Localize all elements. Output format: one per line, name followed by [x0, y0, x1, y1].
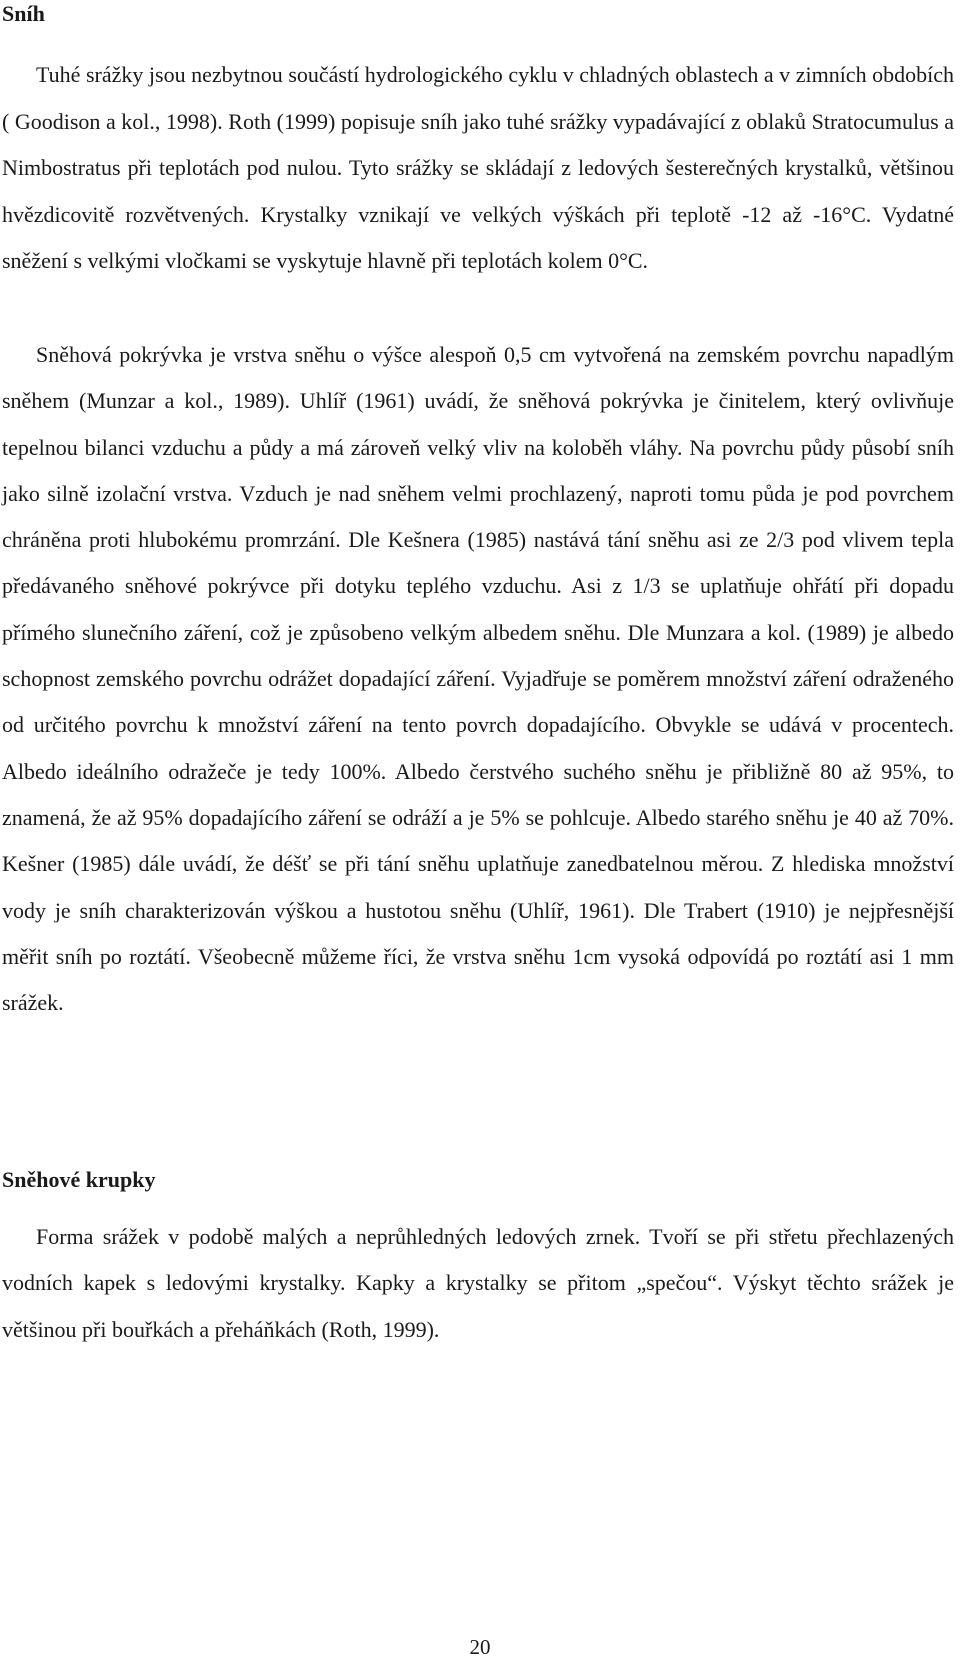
section-heading-snih: Sníh [2, 1, 45, 26]
paragraph-snih-intro: Tuhé srážky jsou nezbytnou součástí hydrologického cyklu v chladných oblastech a v zimních obdobích ( Goodison a kol., 1998). Roth (1999) popisuje sníh jako tuhé srážky vypadávající z oblaků Stratocumulus a Nimbostratus při teplotách pod nulou. Tyto srážky se skládají z ledových šesterečných krystalků, většinou hvězdicovitě rozvětvených. Krystalky vznikají ve velkých výškách při teplotě -12 až -16°C. Vydatné sněžení s velkými vločkami se vyskytuje hlavně při teplotách kolem 0°C. [2, 62, 954, 273]
paragraph-snehove-krupky: Forma srážek v podobě malých a neprůhledných ledových zrnek. Tvoří se při střetu přechlazených vodních kapek s ledovými krystalky. Kapky a krystalky se přitom „spečou“. Výskyt těchto srážek je většinou při bouřkách a přeháňkách (Roth, 1999). [2, 1224, 954, 1342]
paragraph-snehova-pokryvka: Sněhová pokrývka je vrstva sněhu o výšce alespoň 0,5 cm vytvořená na zemském povrchu napadlým sněhem (Munzar a kol., 1989). Uhlíř (1961) uvádí, že sněhová pokrývka je činitelem, který ovlivňuje tepelnou bilanci vzduchu a půdy a má zároveň velký vliv na koloběh vláhy. Na povrchu půdy působí sníh jako silně izolační vrstva. Vzduch je nad sněhem velmi prochlazený, naproti tomu půda je pod povrchem chráněna proti hlubokému promrzání. Dle Kešnera (1985) nastává tání sněhu asi ze 2/3 pod vlivem tepla předávaného sněhové pokrývce při dotyku teplého vzduchu. Asi z 1/3 se uplatňuje ohřátí při dopadu přímého slunečního záření, což je způsobeno velkým albedem sněhu. Dle Munzara a kol. (1989) je albedo schopnost zemského povrchu odrážet dopadající záření. Vyjadřuje se poměrem množství záření odraženého od určitého povrchu k množství záření na tento povrch dopadajícího. Obvykle se udává v procentech. Albedo ideálního odražeče je tedy 100%. Albedo čerstvého suchého sněhu je přibližně 80 až 95%, to znamená, že až 95% dopadajícího záření se odráží a je 5% se pohlcuje. Albedo starého sněhu je 40 až 70%. Kešner (1985) dále uvádí, že déšť se při tání sněhu uplatňuje zanedbatelnou měrou. Z hlediska množství vody je sníh charakterizován výškou a hustotou sněhu (Uhlíř, 1961). Dle Trabert (1910) je nejpřesnější měřit sníh po roztátí. Všeobecně můžeme říci, že vrstva sněhu 1cm vysoká odpovídá po roztátí asi 1 mm srážek. [2, 342, 954, 1016]
page-number: 20 [469, 1635, 491, 1659]
section-heading-snehove-krupky: Sněhové krupky [2, 1167, 156, 1192]
